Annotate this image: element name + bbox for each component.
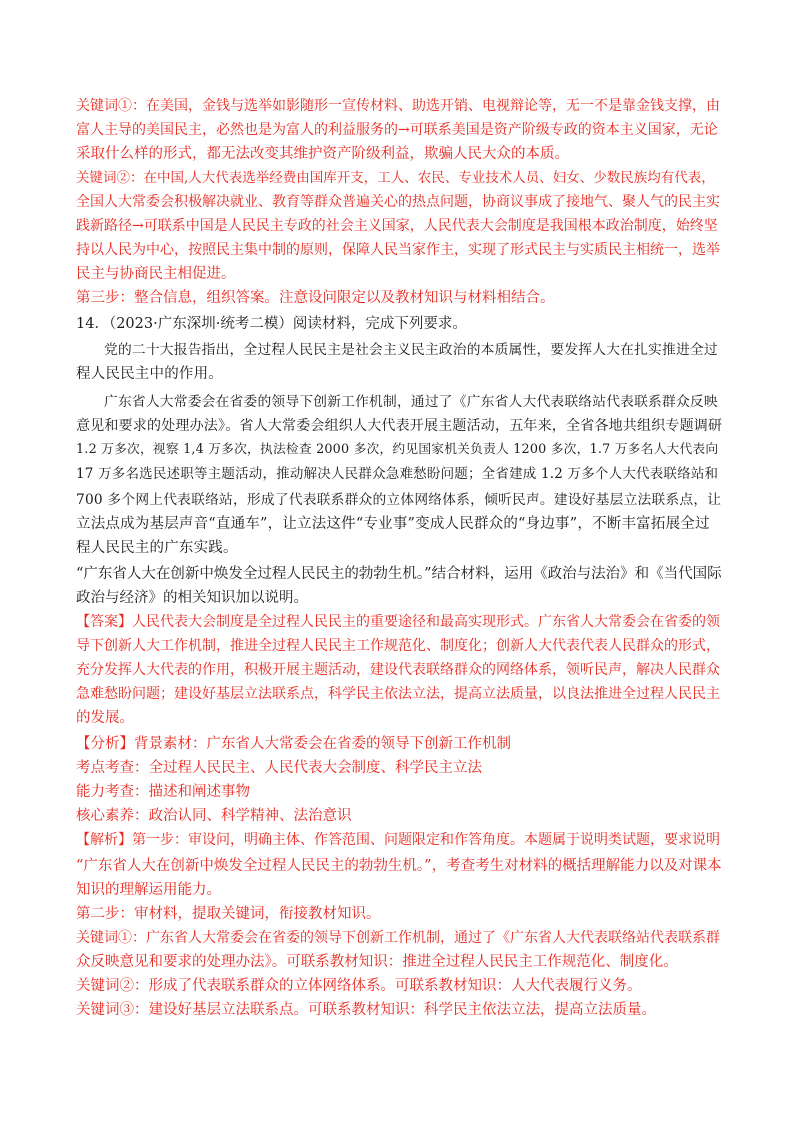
material-p1-line-2: 程人民民主中的作用。	[76, 366, 223, 382]
keyword-2-line-1: 关键词②：在中国,人大代表选举经费由国库开支，工人、农民、专业技术人员、妇女、少数民族均有代表，	[76, 170, 715, 186]
keyword-c-line: 关键词③：建设好基层立法联系点。可联系教材知识：科学民主依法立法，提高立法质量。	[76, 1002, 656, 1018]
keyword-a-line-1: 关键词①：广东省人大常委会在省委的领导下创新工作机制，通过了《广东省人大代表联络站代表联系群	[76, 930, 720, 946]
material-p2-line-7: 程人民民主的广东实践。	[76, 540, 238, 556]
material-p1-line-1: 党的二十大报告指出，全过程人民民主是社会主义民主政治的本质属性，要发挥人大在扎实推进全过	[104, 342, 718, 358]
question-header: 14．（2023·广东深圳·统考二模）阅读材料，完成下列要求。	[76, 316, 467, 332]
explanation-line-2: “广东省人大在创新中焕发全过程人民民主的勃勃生机。”，考查考生对材料的概括理解能力以及对课本	[76, 858, 722, 874]
step-3-line: 第三步：整合信息，组织答案。注意设问限定以及教材知识与材料相结合。	[76, 290, 555, 306]
keyword-1-line-2: 富人主导的美国民主，必然也是为富人的利益服务的→可联系美国是资产阶级专政的资本主义国家，无论	[76, 122, 718, 138]
explanation-step-2: 第二步：审材料，提取关键词，衔接教材知识。	[76, 906, 381, 922]
answer-line-2: 导下创新人大工作机制，推进全过程人民民主工作规范化、制度化；创新人大代表代表人民群众的形式，	[76, 638, 720, 654]
explanation-line-3: 知识的理解运用能力。	[76, 882, 221, 898]
answer-line-4: 急难愁盼问题；建设好基层立法联系点，科学民主依法立法，提高立法质量，以良法推进全过程人民民主	[76, 686, 720, 702]
keyword-2-line-3: 践新路径→可联系中国是人民民主专政的社会主义国家，人民代表大会制度是我国根本政治制度，始终坚	[76, 218, 718, 234]
material-p2-line-1: 广东省人大常委会在省委的领导下创新工作机制，通过了《广东省人大代表联络站代表联系群众反映	[104, 394, 718, 410]
material-p2-line-3: 1.2 万多次，视察 1,4 万多次，执法检查 2000 多次，约见国家机关负责人 1200 多次，1.7 万多名人大代表向	[76, 442, 719, 457]
keyword-a-line-2: 众反映意见和要求的处理办法》。可联系教材知识：推进全过程人民民主工作规范化、制度化。	[76, 954, 678, 970]
keyword-2-line-5: 民主与协商民主相促进。	[76, 266, 236, 282]
material-p2-line-5: 700 多个网上代表联络站，形成了代表联系群众的立体网络体系，倾听民声。建设好基层立法联系点，让	[76, 492, 722, 508]
keyword-2-line-4: 持以人民为中心，按照民主集中制的原则，保障人民当家作主，实现了形式民主与实质民主相统一，选举	[76, 242, 720, 258]
material-p2-line-2: 意见和要求的处理办法》。省人大常委会组织人大代表开展主题活动，五年来，全省各地共组织专题调研	[76, 418, 723, 434]
answer-line-3: 充分发挥人大代表的作用，积极开展主题活动，建设代表联络群众的网络体系，领听民声，解决人民群众	[76, 662, 720, 678]
analysis-background: 【分析】背景素材：广东省人大常委会在省委的领导下创新工作机制	[76, 736, 511, 752]
keyword-1-line-1: 关键词①：在美国，金钱与选举如影随形一宣传材料、助选开销、电视辩论等，无一不是靠金钱支撑，由	[76, 98, 720, 114]
question-prompt-line-1: “广东省人大在创新中焕发全过程人民民主的勃勃生机。”结合材料，运用《政治与法治》和《当代国际	[76, 566, 722, 582]
question-prompt-line-2: 政治与经济》的相关知识加以说明。	[76, 590, 308, 606]
analysis-topics: 考点考查：全过程人民民主、人民代表大会制度、科学民主立法	[76, 760, 482, 776]
analysis-ability: 能力考查：描述和阐述事物	[76, 784, 250, 800]
material-p2-line-6: 立法点成为基层声音“直通车”，让立法这件“专业事”变成人民群众的“身边事”，不断丰富拓展全过	[76, 516, 710, 532]
keyword-b-line: 关键词②：形成了代表联系群众的立体网络体系。可联系教材知识：人大代表履行义务。	[76, 978, 642, 994]
keyword-2-line-2: 全国人大常委会积极解决就业、教育等群众普遍关心的热点问题，协商议事成了接地气、聚人气的民主实	[76, 194, 720, 210]
explanation-line-1: 【解析】第一步：审设问，明确主体、作答范围、问题限定和作答角度。本题属于说明类试题，要求说明	[76, 832, 720, 848]
answer-line-5: 的发展。	[76, 710, 134, 726]
analysis-literacy: 核心素养：政治认同、科学精神、法治意识	[76, 808, 352, 824]
material-p2-line-4: 17 万多名选民述职等主题活动，推动解决人民群众急难愁盼问题；全省建成 1.2 万多个人大代表联络站和	[76, 466, 719, 482]
keyword-1-line-3: 采取什么样的形式，都无法改变其维护资产阶级利益，欺骗人民大众的本质。	[76, 146, 569, 162]
answer-line-1: 【答案】人民代表大会制度是全过程人民民主的重要途径和最高实现形式。广东省人大常委会在省委的领	[76, 614, 720, 630]
